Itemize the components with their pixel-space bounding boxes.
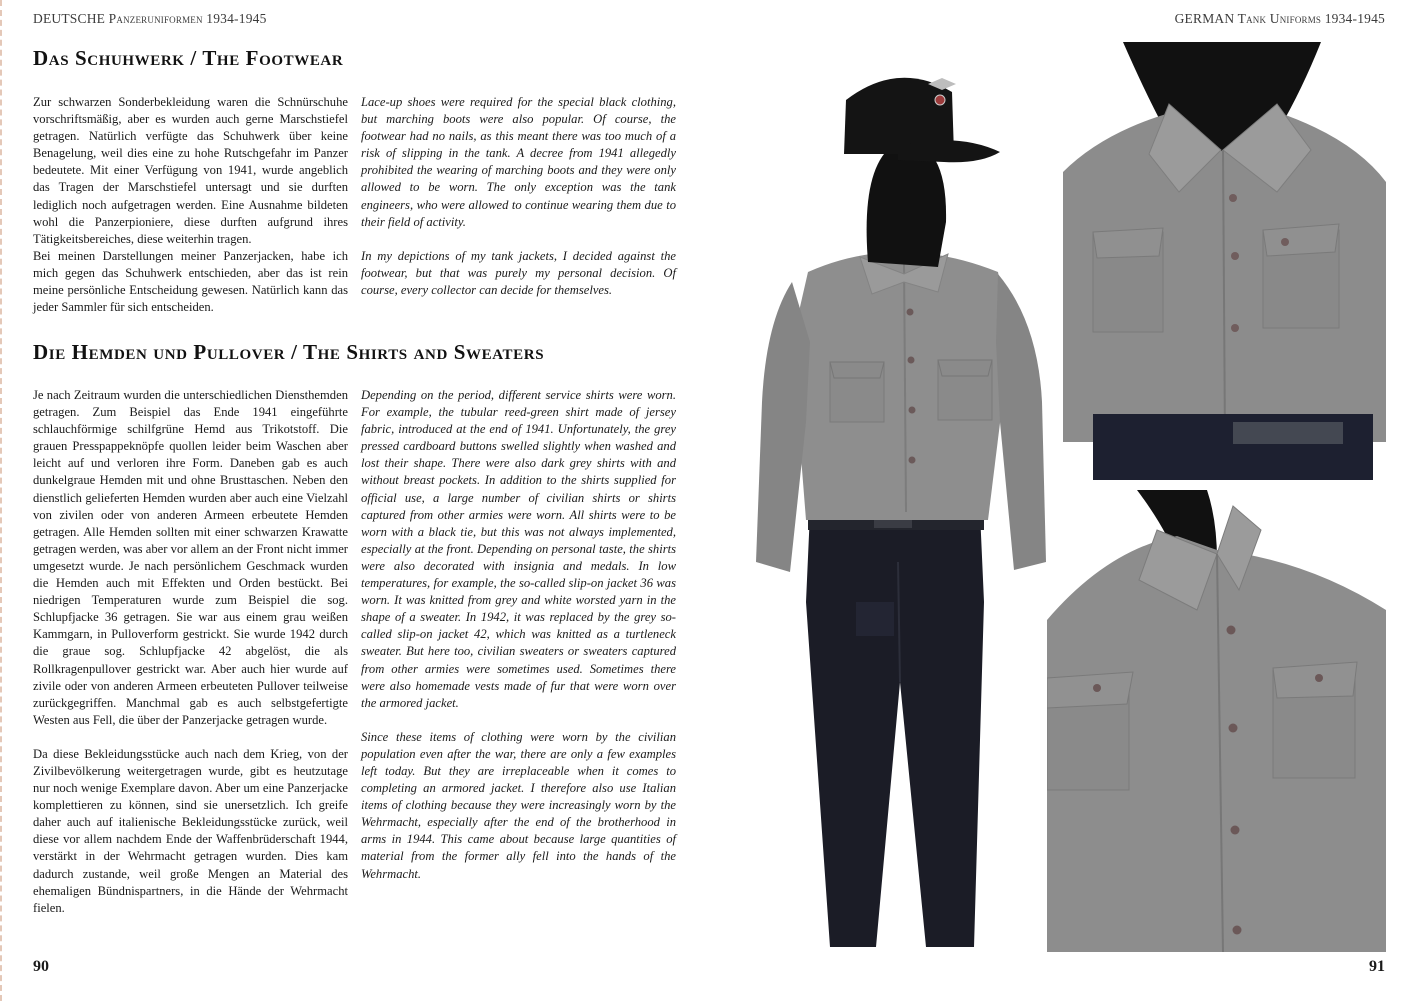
photo-shirt-closeup-front [1063,42,1386,480]
section-title-footwear: Das Schuhwerk / The Footwear [33,46,344,70]
german-column-shirts [33,387,348,917]
german-column-footwear [33,94,348,316]
photo-mannequin-full-uniform [748,42,1054,952]
running-head-left: DEUTSCHE Panzeruniformen 1934-1945 [33,11,267,26]
german-paragraph: Bei meinen Darstellungen meiner Panzerjacken, habe ich mich gegen das Schuhwerk entschieden, aber das ist rein meine persönliche Entscheidung gewesen. Natürlich kann das jeder Sammler für sich entscheiden. [33,248,348,315]
english-column-shirts [361,387,676,883]
photo-shirt-closeup-collar [1047,490,1386,952]
english-paragraph: Lace-up shoes were required for the special black clothing, but marching boots were also popular. Of course, the footwear had no nails, as this meant there was too much of a risk of slipping in the tank. A decree from 1941 allegedly prohibited the wearing of marching boots and they were only allowed to be worn. The only exception was the tank engineers, who were allowed to continue wearing them due to their field of activity. [361,95,676,229]
page-number-left: 90 [33,958,49,975]
page-number-right: 91 [1369,958,1385,975]
english-paragraph: Since these items of clothing were worn by the civilian population even after the war, there are only a few examples left today. But they are irreplaceable when it comes to completing an armored jacket. I therefore also use Italian items of clothing because they were increasingly worn by the Wehrmacht, especially after the end of the brotherhood in arms in 1944. This came about because large quantities of material from the former ally fell into the hands of the Wehrmacht. [361,729,676,881]
section-title-shirts: Die Hemden und Pullover / The Shirts and Sweaters [33,340,545,364]
german-paragraph: Zur schwarzen Sonderbekleidung waren die Schnürschuhe vorschriftsmäßig, aber es wurden auch gerne Marschstiefel getragen. Natürlich verfügte das Schuhwerk über keine Benagelung, weil dies eine zu hohe Rutschgefahr im Panzer bedeutete. Mit einer Verfügung von 1941, wurde angeblich das Tragen der Marschstiefel untersagt und sie durften lediglich noch aufgetragen werden. Eine Ausnahme bildeten wohl die Panzerpioniere, diese durften aufgrund ihres Tätigkeitsbereiches, diese weiterhin tragen. [33,95,348,246]
english-column-footwear [361,94,676,299]
book-gutter-edge [0,0,5,1001]
german-paragraph: Je nach Zeitraum wurden die unterschiedlichen Diensthemden getragen. Zum Beispiel das Ende 1941 eingeführte schlauchförmige schilfgrüne Hemd aus Trikotstoff. Die grauen Presspappeknöpfe quollen leider beim Waschen aber leicht auf und verloren ihre Form. Daneben gab es auch dunkelgraue Hemden mit und ohne Brusttaschen. Neben den dienstlich gelieferten Hemden wurden aber auch eine Vielzahl von zivilen oder von anderen Armeen erbeutete Hemden getragen. Alle Hemden sollten mit einer schwarzen Krawatte getragen werden, was aber vor allem an der Front nicht immer umgesetzt wurde. Je nach persönlichem Geschmack wurden die Hemden auch mit Effekten und Orden bestückt. Bei niedrigen Temperaturen wurde zum Beispiel die sog. Schlupfjacke 36 getragen. Sie war aus einem grau weißen Kammgarn, in Pulloverform gestrickt. Sie wurde 1942 durch die graue sog. Schlupfjacke 42 abgelöst, die als Rollkragenpullover gestrickt war. Aber auch hier wurde auf zivile oder von anderen Armeen erbeuteten Pullover teilweise zurückgegriffen. Manchmal gab es auch selbstgefertigte Westen aus Fell, die über der Panzerjacke getragen wurde. [33,388,348,727]
german-paragraph: Da diese Bekleidungsstücke auch nach dem Krieg, von der Zivilbevölkerung weitergetragen wurde, gibt es heutzutage nur noch wenige Exemplare davon. Aber um eine Panzerjacke komplettieren zu können, sind sie unersetzlich. Ich greife daher auch auf italienische Bekleidungsstücke zurück, weil diese vor allem nachdem Ende der Waffenbrüderschaft 1944, verstärkt in der Wehrmacht getragen wurden. Dies kam dadurch zustande, weil große Mengen an Material des ehemaligen Bündnispartners, in die Hände der Wehrmacht fielen. [33,746,348,915]
english-paragraph: Depending on the period, different service shirts were worn. For example, the tubular reed-green shirt made of jersey fabric, introduced at the end of 1941. Unfortunately, the grey pressed cardboard buttons swelled slightly when washed and lost their shape. There were also dark grey shirts with and without breast pockets. In addition to the shirts supplied for official use, a large number of civilian shirts or shirts captured from other armies were worn. All shirts were to be worn with a black tie, but this was not always implemented, especially at the front. Depending on personal taste, the shirts were also decorated with insignia and medals. In low temperatures, for example, the so-called slip-on jacket 36 was worn. It was knitted from grey and white worsted yarn in the shape of a sweater. In 1942, it was replaced by the grey so-called slip-on jacket 42, which was knitted as a turtleneck sweater. But here too, civilian sweaters or sweaters captured from other armies were sometimes used. Sometimes there were also homemade vests made of fur that were worn over the armored jacket. [361,388,676,710]
english-paragraph: In my depictions of my tank jackets, I decided against the footwear, but that was purely my personal decision. Of course, every collector can decide for themselves. [361,248,676,297]
running-head-right: GERMAN Tank Uniforms 1934-1945 [1174,11,1385,26]
